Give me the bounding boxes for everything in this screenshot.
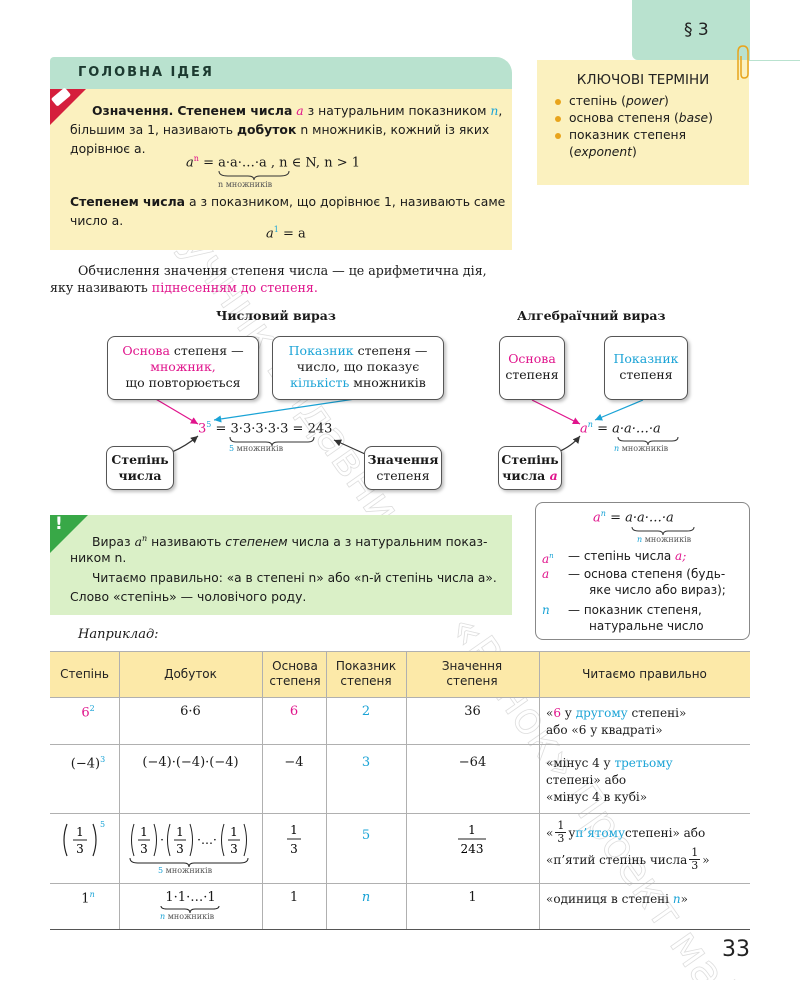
numeric-degree-box: Степінь числа <box>106 446 174 490</box>
legend-under: n множників <box>637 535 692 544</box>
r4-under: n множників <box>160 912 215 921</box>
svg-text:·…·: ·…· <box>197 833 217 847</box>
r2-read: «мінус 4 у третьому степені» або «мінус 4 в кубі» <box>546 756 673 804</box>
algebraic-degree-box: Степінь числа a <box>498 446 562 490</box>
r2-base: −4 <box>284 755 304 770</box>
note-line-1: Вираз $a^n$ називають степенем числа a з натуральним показ- <box>92 534 488 550</box>
numeric-base-box: Основа степеня — множник, що повторюється <box>107 336 259 400</box>
note-line-3: Читаємо правильно: «a в степені n» або «n-й степінь числа a». <box>92 571 497 585</box>
algebraic-exponent-box: Показник степеня <box>604 336 688 400</box>
algebraic-base-box: Основа степеня <box>499 336 565 400</box>
key-terms-title: КЛЮЧОВІ ТЕРМІНИ <box>576 72 710 88</box>
numeric-under: 5 множників <box>229 444 284 453</box>
svg-text:3: 3 <box>230 842 238 856</box>
legend-row-2-sym: a <box>542 567 550 581</box>
algebraic-title: Алгебраїчний вираз <box>517 308 666 323</box>
r4-degree: 1$^n$ <box>81 890 95 907</box>
svg-text:3: 3 <box>176 842 184 856</box>
th-product: Добуток <box>164 666 217 681</box>
r3-under: 5 множників <box>158 866 213 875</box>
svg-text:·: · <box>160 833 164 847</box>
legend-row-1: $a^n$ <box>542 552 554 566</box>
table-line <box>50 813 750 814</box>
table-vline <box>406 651 407 929</box>
legend-row-3-sym: n <box>542 603 550 617</box>
note-line-4: Слово «степінь» — чоловічого роду. <box>70 589 307 604</box>
legend-row-2-text: — основа степеня (будь- яке число або вираз); <box>568 567 726 597</box>
th-base: Основа степеня <box>269 659 321 688</box>
definition-formula: $a^n$ = a·a·…·a , n ∈ N, n > 1 <box>186 154 361 171</box>
r2-product: (−4)·(−4)·(−4) <box>142 755 239 770</box>
svg-text:3: 3 <box>76 842 84 856</box>
r2-degree: $(-4)^3$ <box>70 755 106 772</box>
svg-text:1: 1 <box>230 825 238 839</box>
key-term-item: степінь (power) <box>555 93 713 110</box>
th-value: Значення степеня <box>441 659 503 688</box>
svg-text:1: 1 <box>140 825 148 839</box>
definition2-line-2: число a. <box>70 213 124 228</box>
example-label: Наприклад: <box>78 627 159 642</box>
intro-line-1: Обчислення значення степеня числа — це арифметична дія, <box>78 263 487 278</box>
r2-exponent: 3 <box>361 755 371 770</box>
legend-row-3-text: — показник степеня, натуральне число <box>568 603 704 633</box>
r4-exponent: n <box>361 890 371 905</box>
th-degree-label: Степінь <box>60 666 109 681</box>
algebraic-formula: $a^n$ = a·a·…·a <box>580 420 661 437</box>
definition-line-3: дорівнює a. <box>70 141 146 156</box>
table-vline <box>262 651 263 929</box>
algebraic-under: n множників <box>614 444 669 453</box>
intro-line-2: яку називають піднесенням до степеня. <box>50 280 318 295</box>
legend-brace <box>631 526 695 535</box>
table-line <box>50 744 750 745</box>
r3-exponent: 5 <box>361 828 371 843</box>
svg-text:243: 243 <box>460 842 484 856</box>
r2-value: −64 <box>458 755 487 770</box>
table-vline <box>326 651 327 929</box>
numeric-title: Числовий вираз <box>216 308 336 323</box>
table-line <box>50 697 750 698</box>
idea-title: ГОЛОВНА ІДЕЯ <box>78 65 214 80</box>
definition-line-1: Означення. Степенем числа a з натуральним показником n, <box>92 103 503 118</box>
exclamation-icon: ! <box>55 514 63 534</box>
svg-text:1: 1 <box>76 825 84 839</box>
r1-product: 6·6 <box>180 704 201 719</box>
r1-exponent: 2 <box>361 704 371 719</box>
r3-degree <box>60 818 110 862</box>
definition2-formula: $a^1 = a$ <box>266 225 306 242</box>
svg-text:1: 1 <box>176 825 184 839</box>
r1-degree: $6^2$ <box>81 704 95 721</box>
note-line-2: ником n. <box>70 550 127 565</box>
numeric-formula: $3^5 = 3\cdot 3\cdot 3\cdot 3\cdot 3 = 243$ <box>198 420 333 437</box>
r1-value: 36 <box>464 704 481 719</box>
r1-base: 6 <box>289 704 299 719</box>
th-exponent: Показник степеня <box>335 659 397 688</box>
r3-read: « 1 3 у п’ятому степені» або «п’ятий степінь числа 1 3 » <box>546 819 710 872</box>
r3-value <box>452 818 492 862</box>
svg-text:1: 1 <box>290 823 298 837</box>
r4-read: «одиниця в степені n» <box>546 892 688 906</box>
page-number: 33 <box>722 937 750 962</box>
numeric-value-box: Значення степеня <box>364 446 442 490</box>
numeric-exponent-box: Показник степеня — число, що показує кількість множників <box>272 336 444 400</box>
section-label: § 3 <box>684 20 709 40</box>
legend-formula: $a^n$ = a·a·…·a <box>593 509 674 526</box>
svg-text:5: 5 <box>100 820 106 829</box>
r3-base <box>282 818 306 862</box>
key-term-item: показник степеня (exponent) <box>555 127 713 161</box>
definition-sub: n множників <box>218 180 273 189</box>
definition2-line-1: Степенем числа a з показником, що дорівнює 1, називають саме <box>70 194 506 209</box>
legend-row-1-text: — степінь числа a; <box>568 549 687 563</box>
table-line <box>50 883 750 884</box>
th-read: Читаємо правильно <box>582 666 707 681</box>
r4-product: 1·1·…·1 <box>165 890 216 905</box>
definition-line-2: більшим за 1, називають добуток n множників, кожний із яких <box>70 122 490 137</box>
r1-read: «6 у другому степені» або «6 у квадраті» <box>546 706 687 737</box>
r4-value: 1 <box>468 890 477 905</box>
svg-text:3: 3 <box>290 842 298 856</box>
r4-base: 1 <box>289 890 299 905</box>
watermark-text: Проект <box>555 771 694 939</box>
svg-text:1: 1 <box>468 823 476 837</box>
svg-text:3: 3 <box>140 842 148 856</box>
key-term-item: основа степеня (base) <box>555 110 713 127</box>
table-bottom-line <box>50 929 750 930</box>
